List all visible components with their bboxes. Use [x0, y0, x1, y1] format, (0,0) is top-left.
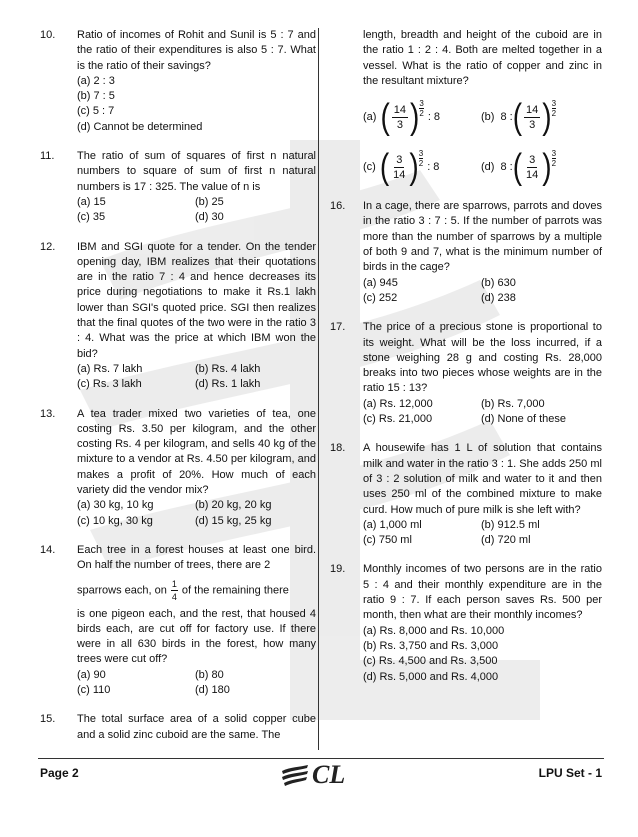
question-text: IBM and SGI quote for a tender. On the tender opening day, IBM realizes that their quotations are in the ratio 7 : 4 and hence decreases its price during negotiations to make it Rs.1 lakh lower than SGI's quoted price. SGI then realizes that the final quotes of the two were in the ratio 3 : 4. What was the price at which IBM won the bid?	[77, 240, 316, 360]
fraction-numerator: 1	[171, 578, 177, 589]
option-row	[363, 145, 602, 189]
option: (b) 912.5 ml	[481, 518, 540, 531]
option: (b) Rs. 4 lakh	[195, 362, 261, 375]
question-number: 12.	[40, 240, 56, 253]
option: (a) 30 kg, 10 kg	[77, 499, 154, 512]
question-15-options	[330, 95, 602, 189]
option-prefix: 8 :	[500, 160, 513, 173]
set-label: LPU Set - 1	[538, 766, 602, 780]
exponent	[419, 149, 423, 168]
fraction-denominator: 4	[171, 591, 177, 602]
swoosh-icon	[280, 763, 310, 787]
option: (a) 15	[77, 195, 106, 208]
option: (b) 25	[195, 195, 224, 208]
fraction-denominator: 14	[526, 168, 539, 181]
exponent	[552, 149, 556, 168]
exponent	[552, 99, 556, 118]
question-text-fraction-line	[77, 578, 316, 603]
option: (d) 30	[195, 211, 224, 224]
question-18	[330, 441, 602, 548]
exponent-numerator: 3	[418, 148, 424, 158]
option: (a) 945	[363, 276, 398, 289]
option: (b) Rs. 7,000	[481, 397, 545, 410]
option-grid	[77, 498, 316, 529]
option: (c) Rs. 3 lakh	[77, 378, 142, 391]
exponent-denominator: 2	[419, 108, 424, 118]
question-10	[40, 28, 316, 135]
left-paren: (	[512, 96, 523, 137]
option: (d) Rs. 5,000 and Rs. 4,000	[363, 670, 499, 683]
exponent-numerator: 3	[551, 148, 557, 158]
option-prefix: 8 :	[500, 110, 513, 123]
option: (b) Rs. 3,750 and Rs. 3,000	[363, 639, 499, 652]
fraction	[524, 153, 540, 182]
fraction-numerator: 14	[393, 103, 407, 116]
exponent-denominator: 2	[418, 158, 424, 168]
option: (d) 720 ml	[481, 534, 531, 547]
question-text: The price of a precious stone is proportional to its weight. What will be the loss incurred, if a stone weighing 28 g and costing Rs. 28,000 breaks into two pieces whose weights are in the ratio 15 : 13?	[363, 321, 602, 395]
fraction-denominator: 14	[393, 168, 406, 181]
right-column	[330, 28, 602, 699]
option-label: (c)	[363, 160, 376, 173]
option-grid	[363, 397, 602, 428]
fraction	[392, 103, 408, 132]
right-paren: )	[542, 146, 552, 187]
question-number: 15.	[40, 713, 56, 726]
option-row	[363, 95, 602, 139]
question-number: 18.	[330, 442, 346, 455]
fraction-numerator: 3	[396, 153, 403, 166]
option: (c) 10 kg, 30 kg	[77, 514, 153, 527]
option: (b) 80	[195, 668, 224, 681]
option: (b) 630	[481, 276, 516, 289]
question-16	[330, 199, 602, 306]
option: (c) Rs. 4,500 and Rs. 3,500	[363, 655, 498, 668]
fraction	[171, 578, 178, 603]
option-list	[363, 624, 602, 685]
right-paren: )	[410, 96, 420, 137]
option-suffix: : 8	[427, 110, 441, 123]
option-b	[481, 96, 599, 137]
question-number: 19.	[330, 563, 346, 576]
fraction-numerator: 14	[526, 103, 539, 116]
option: (c) 750 ml	[363, 534, 412, 547]
fraction-numerator: 3	[529, 153, 536, 166]
question-text: A housewife has 1 L of solution that contains milk and water in the ratio 3 : 1. She adds 250 ml of 3 : 2 solution of milk and water to it and then uses 250 ml of the combined mixture to make curd. How much of pure milk is she left with?	[363, 442, 602, 516]
left-paren: (	[512, 146, 523, 187]
option: (a) Rs. 12,000	[363, 397, 433, 410]
question-text: The total surface area of a solid copper cube and a solid zinc cuboid are the same. The	[77, 713, 316, 741]
option: (b) 7 : 5	[77, 90, 115, 103]
right-paren: )	[542, 96, 552, 137]
option-grid	[77, 668, 316, 699]
option-label: (d)	[481, 160, 495, 173]
exponent-denominator: 2	[551, 158, 557, 168]
option: (d) None of these	[481, 413, 566, 426]
text-segment: sparrows each, on	[77, 583, 167, 596]
option-label: (b)	[481, 110, 495, 123]
option: (a) Rs. 8,000 and Rs. 10,000	[363, 624, 505, 637]
option-grid	[77, 362, 316, 393]
question-number: 14.	[40, 543, 56, 556]
question-19	[330, 562, 602, 684]
question-11	[40, 149, 316, 225]
question-13	[40, 407, 316, 529]
option-a	[363, 96, 481, 137]
option-c	[363, 146, 481, 187]
option-list	[77, 74, 316, 135]
option: (a) 2 : 3	[77, 74, 115, 87]
question-text: Monthly incomes of two persons are in the ratio 5 : 4 and their monthly expenditure are in the ratio 9 : 7. If each person saves Rs. 500 per month, then what are their monthly incomes?	[363, 563, 602, 622]
option: (d) Cannot be determined	[77, 120, 203, 133]
page-number: Page 2	[40, 766, 79, 780]
question-14	[40, 543, 316, 698]
question-15-continued: length, breadth and height of the cuboid are in the ratio 1 : 2 : 4. Both are melted together in a vessel. What is the ratio of copper and zinc in the resultant mixture?	[363, 29, 602, 87]
right-paren: )	[409, 146, 419, 187]
question-text: Ratio of incomes of Rohit and Sunil is 5 : 7 and the ratio of their expenditures is also 5 : 7. What is the ratio of their savings?	[77, 29, 316, 72]
question-number: 10.	[40, 29, 56, 41]
option-suffix: : 8	[427, 160, 440, 173]
option-label: (a)	[363, 110, 377, 123]
logo-text: CL	[312, 760, 346, 789]
option: (d) 180	[195, 683, 230, 696]
exponent	[419, 99, 423, 118]
text-segment: of the remaining there	[181, 583, 289, 596]
exponent-numerator: 3	[551, 98, 557, 108]
column-divider	[318, 28, 319, 750]
option: (d) 15 kg, 25 kg	[195, 514, 272, 527]
option: (d) Rs. 1 lakh	[195, 378, 261, 391]
option: (a) 1,000 ml	[363, 518, 422, 531]
option: (a) Rs. 7 lakh	[77, 362, 143, 375]
option: (c) 110	[77, 683, 111, 696]
option: (c) 35	[77, 211, 106, 224]
option: (c) 252	[363, 291, 398, 304]
option-grid	[363, 518, 602, 549]
option: (d) 238	[481, 291, 516, 304]
question-text: In a cage, there are sparrows, parrots and doves in the ratio 3 : 7 : 5. If the number of parrots was more than the number of sparrows by a multiple of both 9 and 7, what is the minimum number of birds in the cage?	[363, 200, 602, 274]
question-12	[40, 240, 316, 393]
question-number: 11.	[40, 150, 55, 163]
footer-rule	[38, 758, 604, 759]
question-number: 13.	[40, 407, 56, 420]
fraction-denominator: 3	[529, 118, 536, 131]
fraction	[391, 153, 407, 182]
cl-logo	[280, 760, 345, 790]
option: (b) 20 kg, 20 kg	[195, 499, 272, 512]
option-grid	[77, 195, 316, 226]
option: (a) 90	[77, 668, 106, 681]
fraction	[524, 103, 540, 132]
option: (c) 5 : 7	[77, 105, 115, 118]
left-paren: (	[380, 96, 390, 137]
left-column	[40, 28, 316, 757]
question-number: 16.	[330, 200, 346, 213]
option-d	[481, 146, 599, 187]
fraction-denominator: 3	[396, 118, 403, 131]
question-text: A tea trader mixed two varieties of tea, one costing Rs. 3.50 per kilogram, and the other costing Rs. 4 per kilogram, and sells 40 kg of the mixture to a vendor at Rs. 4.50 per kilogram, and makes a profit of 20%. How much of each variety did the vendor mix?	[77, 407, 316, 497]
option-grid	[363, 276, 602, 307]
question-text: is one pigeon each, and the rest, that housed 4 birds each, are cut off for factory use. If there were in all 630 birds in the forest, how many trees were cut off?	[77, 607, 316, 666]
question-17	[330, 320, 602, 427]
left-paren: (	[379, 146, 390, 187]
question-number: 17.	[330, 321, 346, 334]
question-15	[40, 712, 316, 743]
exponent-numerator: 3	[419, 98, 424, 108]
question-text: Each tree in a forest houses at least one bird. On half the number of trees, there are 2	[77, 543, 316, 572]
option: (c) Rs. 21,000	[363, 413, 433, 426]
question-text: The ratio of sum of squares of first n natural numbers to square of sum of first n natural numbers is 17 : 325. The value of n is	[77, 150, 316, 193]
exponent-denominator: 2	[551, 108, 557, 118]
